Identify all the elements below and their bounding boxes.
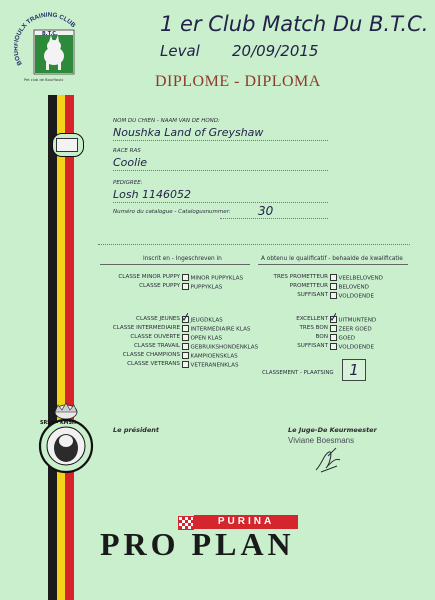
inscribed-fr: CLASSE CHAMPIONS <box>122 352 180 358</box>
inscribed-fr: CLASSE PUPPY <box>139 283 180 289</box>
inscribed-row <box>100 334 180 341</box>
inscribed-row <box>100 361 180 368</box>
checkbox-suffisant-2[interactable] <box>330 343 337 350</box>
qual-fr: EXCELLENT <box>296 316 328 322</box>
inscribed-fr: CLASSE JEUNES <box>136 316 180 322</box>
qual-row <box>328 325 372 332</box>
checkbox-champions[interactable] <box>182 352 189 359</box>
qualification-header: A obtenu le qualificatif - behaalde de kwalificatie <box>261 256 403 262</box>
inscribed-row <box>180 334 222 341</box>
inscribed-row <box>100 316 180 323</box>
judge-signature <box>312 446 346 481</box>
qual-fr: TRES BON <box>299 325 328 331</box>
qual-row <box>328 334 355 341</box>
qual-row <box>240 283 328 290</box>
qual-nl: UITMUNTEND <box>338 317 377 324</box>
breed-value: Coolie <box>113 156 148 169</box>
pedigree-label: PEDIGREE: <box>113 180 143 186</box>
qual-row <box>240 274 328 281</box>
inscribed-fr: CLASSE TRAVAIL <box>134 343 180 349</box>
belgian-flag-stripes <box>48 95 74 600</box>
inscribed-nl: OPEN KLAS <box>190 335 223 342</box>
checkbox-minor-puppy[interactable] <box>182 274 189 281</box>
checkbox-puppy[interactable] <box>182 283 189 290</box>
purina-text: PURINA <box>217 516 275 527</box>
inscribed-row <box>180 316 223 323</box>
judge-label: Le Juge-De Keurmeester <box>288 426 377 434</box>
qual-nl: BELOVEND <box>338 284 369 291</box>
qual-row <box>240 292 328 299</box>
inscribed-nl: PUPPYKLAS <box>190 284 223 291</box>
qual-row <box>328 343 374 350</box>
qual-fr: BON <box>315 334 328 340</box>
inscribed-row <box>180 274 243 281</box>
breed-label: RACE RAS <box>113 148 141 154</box>
checkbox-excellent[interactable] <box>330 316 337 323</box>
kmsh-emblem-mark <box>56 138 78 152</box>
inscribed-row <box>100 352 180 359</box>
checkmark-icon <box>330 313 336 321</box>
inscribed-row <box>100 283 180 290</box>
inscribed-nl: VETERANENKLAS <box>190 362 239 369</box>
breed-line <box>113 170 328 171</box>
qualification-header-line <box>258 264 408 265</box>
qual-row <box>240 325 328 332</box>
checkbox-veterans[interactable] <box>182 361 189 368</box>
inscribed-fr: CLASSE OUVERTE <box>130 334 180 340</box>
inscribed-header-line <box>100 264 250 265</box>
qual-row <box>328 292 374 299</box>
inscribed-nl: INTERMEDIAIRE KLAS <box>190 326 251 333</box>
event-date: 20/09/2015 <box>232 42 319 60</box>
club-logo-arc-text: BO OULX TRAINING CLUB <box>14 11 77 67</box>
inscribed-row <box>180 361 239 368</box>
inscribed-row <box>100 343 180 350</box>
seal-text: SRSH - KMSH <box>40 421 76 426</box>
ranking-value: 1 <box>349 361 359 379</box>
srsh-seal <box>36 402 96 474</box>
qual-row <box>240 316 328 323</box>
flag-black-stripe <box>48 95 57 600</box>
dog-name-value: Noushka Land of Greyshaw <box>113 126 264 139</box>
club-logo-tagline: Pet club de Bourfioulx <box>24 78 64 82</box>
signature-icon <box>312 446 346 476</box>
checkbox-suffisant-1[interactable] <box>330 292 337 299</box>
catalogue-label: Numéro du catalogue - Catalogusnummer: <box>113 209 231 215</box>
ranking-box <box>342 359 366 381</box>
qual-row <box>240 343 328 350</box>
dog-name-line <box>113 140 328 141</box>
inscribed-row <box>180 283 222 290</box>
qual-row <box>328 283 369 290</box>
checkbox-tres-bon[interactable] <box>330 325 337 332</box>
inscribed-fr: CLASSE INTERMEDIAIRE <box>112 325 180 331</box>
inscribed-nl: MINOR PUPPYKLAS <box>190 275 244 282</box>
inscribed-fr: CLASSE VETERANS <box>127 361 180 367</box>
qual-fr: SUFFISANT <box>297 292 328 298</box>
qual-row <box>328 316 376 323</box>
diploma-title: DIPLOME - DIPLOMA <box>155 73 321 90</box>
seal-graphic <box>36 402 96 474</box>
president-label: Le président <box>113 426 159 434</box>
flag-yellow-stripe <box>57 95 65 600</box>
catalogue-value: 30 <box>258 204 274 218</box>
qual-fr: PROMETTEUR <box>289 283 328 289</box>
club-logo-graphic <box>14 8 84 88</box>
pedigree-line <box>113 202 328 203</box>
judge-name: Viviane Boesmans <box>288 436 355 445</box>
inscribed-nl: KAMPIOENSKLAS <box>190 353 238 360</box>
inscribed-nl: JEUGDKLAS <box>190 317 223 324</box>
qual-row <box>240 334 328 341</box>
inscribed-nl: GEBRUIKSHONDENKLAS <box>190 344 259 351</box>
checkbox-jeunes[interactable] <box>182 316 189 323</box>
checkmark-icon <box>182 313 188 321</box>
event-title: 1 er Club Match Du B.T.C. <box>160 12 429 36</box>
flag-red-stripe <box>65 95 74 600</box>
catalogue-line <box>220 218 328 219</box>
checkbox-ouverte[interactable] <box>182 334 189 341</box>
club-logo <box>14 8 84 88</box>
checkbox-prometteur[interactable] <box>330 283 337 290</box>
qual-fr: SUFFISANT <box>297 343 328 349</box>
event-place: Leval <box>160 42 200 60</box>
inscribed-header: Inscrit en - Ingeschreven in <box>143 256 222 262</box>
pedigree-value: Losh 1146052 <box>113 188 192 201</box>
club-logo-initials: B.T.C. <box>42 31 58 37</box>
qual-row <box>328 274 383 281</box>
inscribed-row <box>180 352 238 359</box>
ranking-label: CLASSEMENT - PLAATSING <box>262 370 334 376</box>
inscribed-row <box>100 274 180 281</box>
section-divider <box>98 244 410 245</box>
qual-nl: VEELBELOVEND <box>338 275 383 282</box>
inscribed-fr: CLASSE MINOR PUPPY <box>118 274 180 280</box>
checkbox-intermediaire[interactable] <box>182 325 189 332</box>
qual-fr: TRES PROMETTEUR <box>273 274 328 280</box>
checkbox-tres-prometteur[interactable] <box>330 274 337 281</box>
checkbox-travail[interactable] <box>182 343 189 350</box>
qual-nl: VOLDOENDE <box>338 344 375 351</box>
dog-name-label: NOM DU CHIEN - NAAM VAN DE HOND: <box>113 118 220 124</box>
checkbox-bon[interactable] <box>330 334 337 341</box>
qual-nl: GOED <box>338 335 356 342</box>
qual-nl: VOLDOENDE <box>338 293 375 300</box>
inscribed-row <box>100 325 180 332</box>
qual-nl: ZEER GOED <box>338 326 372 333</box>
pro-plan-text: PRO PLAN <box>100 526 295 562</box>
